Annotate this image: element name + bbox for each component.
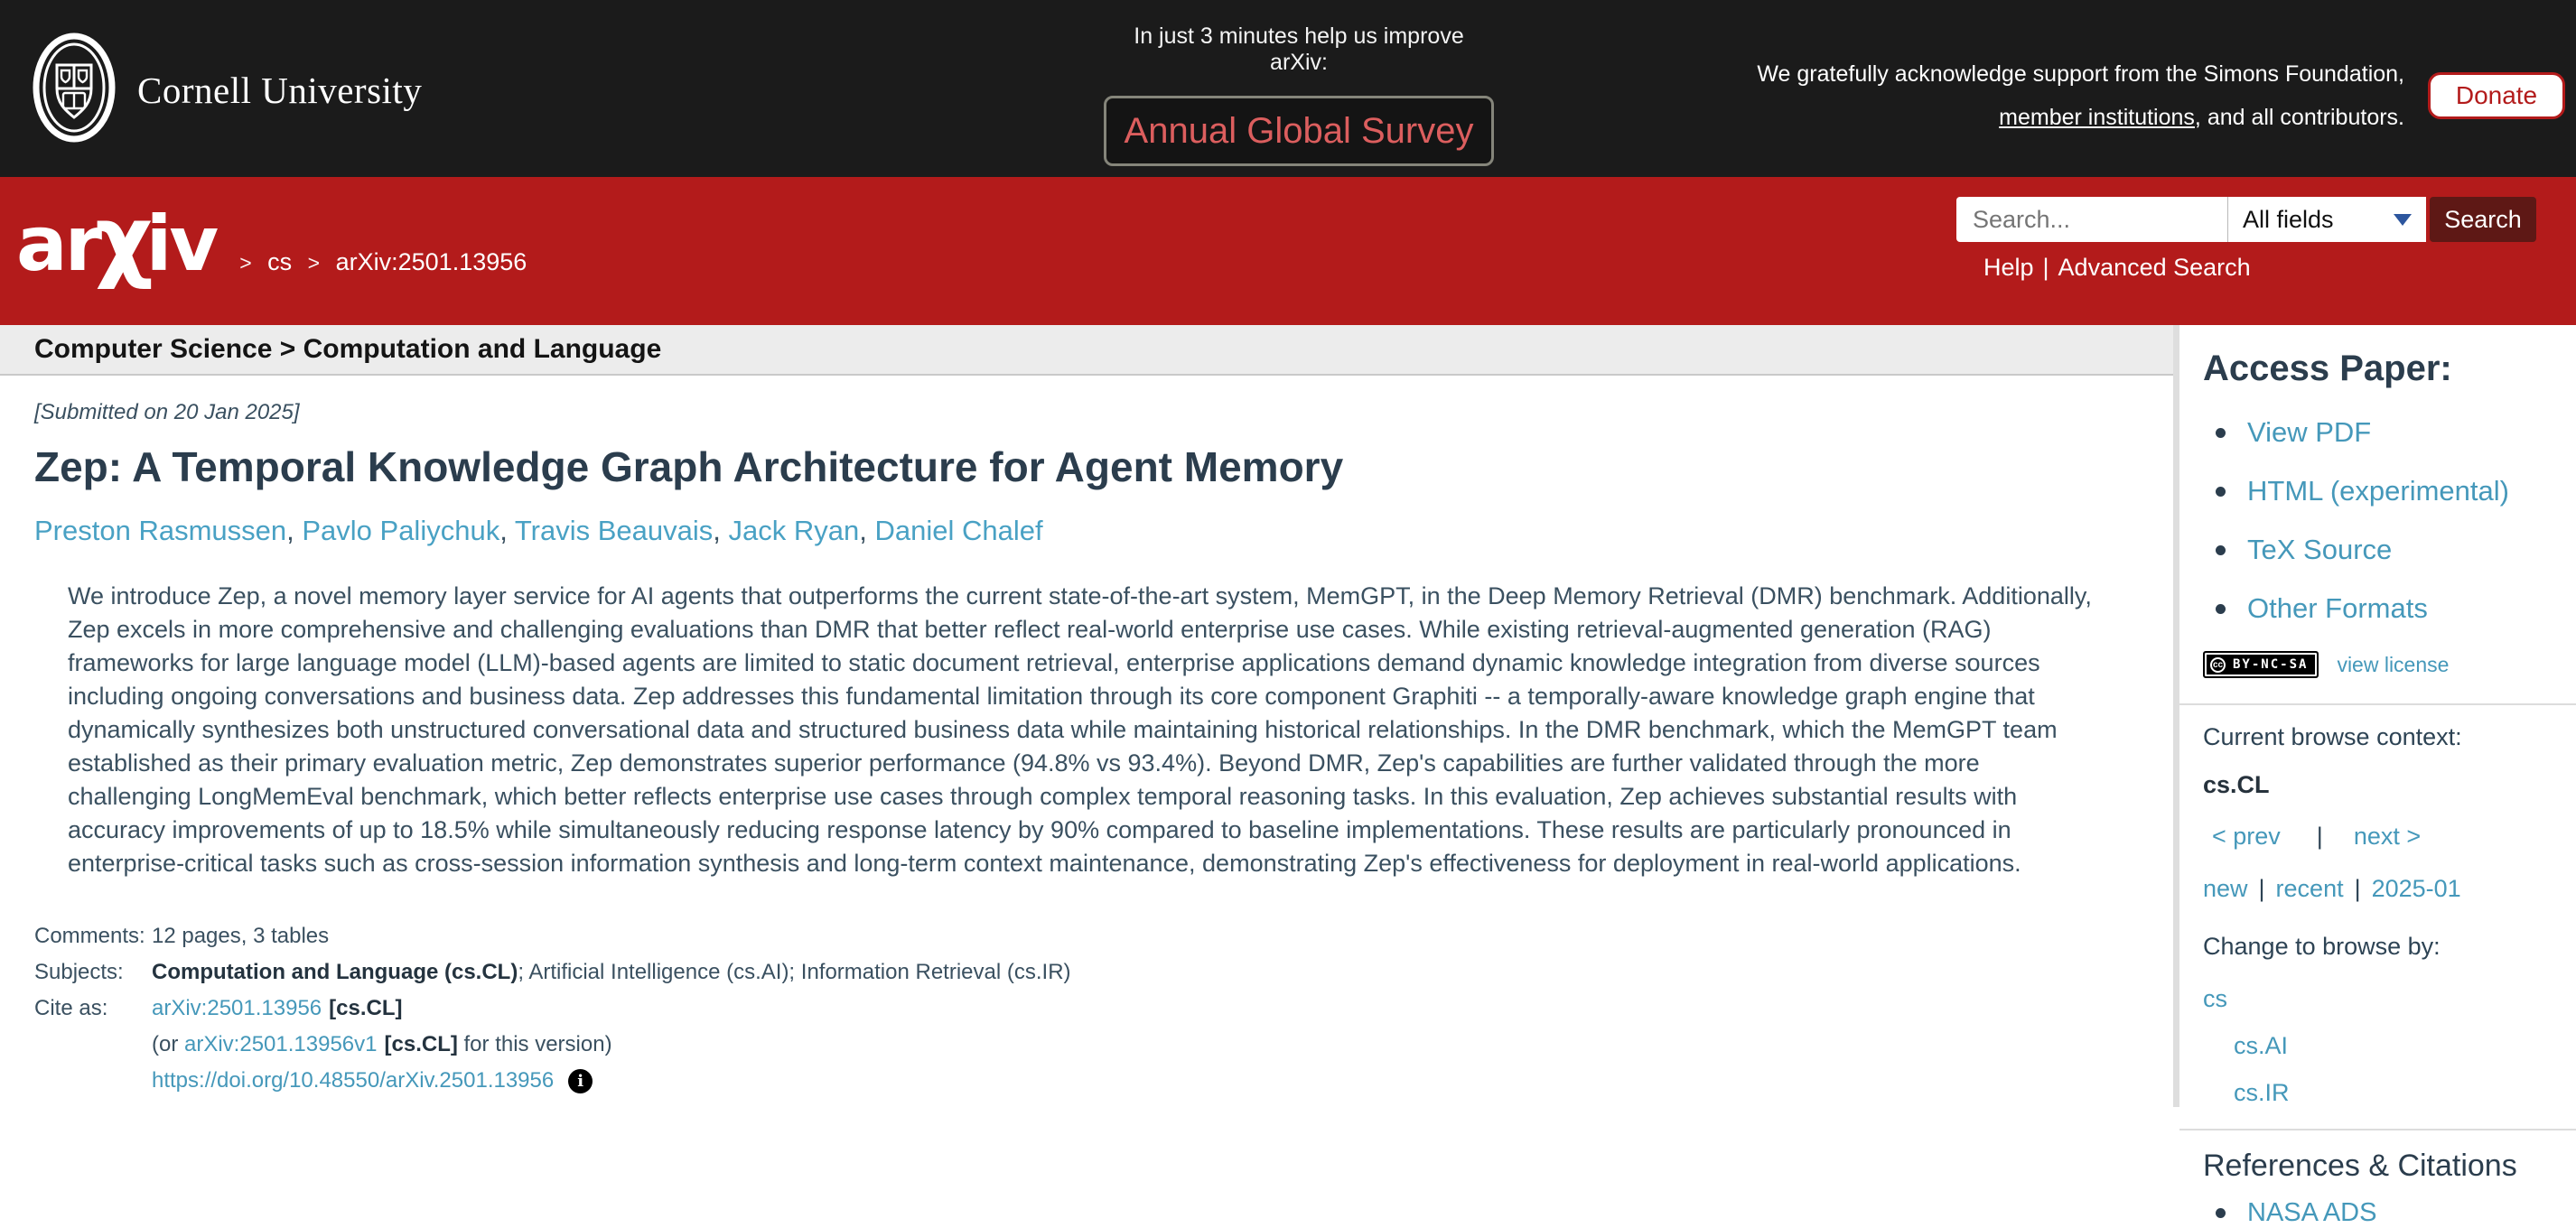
breadcrumb-separator: >	[239, 251, 252, 274]
info-icon[interactable]: i	[568, 1069, 593, 1093]
arxiv-id-link[interactable]: arXiv:2501.13956	[152, 995, 322, 1020]
author-link[interactable]: Jack Ryan	[728, 514, 860, 546]
author-link[interactable]: Travis Beauvais	[514, 514, 714, 546]
pipe-separator: |	[2258, 875, 2265, 902]
cornell-seal-icon	[33, 33, 116, 147]
category-cs-ir-link[interactable]: cs.IR	[2234, 1079, 2290, 1106]
list-item	[2203, 592, 2558, 625]
arxiv-logo-ar: ar	[16, 200, 100, 288]
article	[0, 376, 2173, 1093]
secondary-subjects: ; Artificial Intelligence (cs.AI); Information Retrieval (cs.IR)	[518, 959, 1071, 984]
chevron-down-icon	[2394, 214, 2412, 226]
search-button[interactable]: Search	[2430, 197, 2536, 242]
annual-global-survey-button[interactable]: Annual Global Survey	[1104, 96, 1494, 166]
search-input[interactable]	[1956, 197, 2227, 242]
empty-label	[34, 1068, 152, 1093]
other-formats-link[interactable]: Other Formats	[2247, 592, 2428, 624]
category-cs-ai-link[interactable]: cs.AI	[2234, 1032, 2289, 1059]
browse-context-value: cs.CL	[2203, 771, 2270, 798]
help-link[interactable]: Help	[1983, 254, 2034, 281]
cite-as-value	[152, 996, 2173, 1021]
submission-date: [Submitted on 20 Jan 2025]	[34, 400, 300, 424]
references-title: References & Citations	[2203, 1149, 2517, 1183]
arxiv-logo[interactable]	[16, 186, 217, 293]
authors-list	[34, 515, 2173, 547]
new-link[interactable]: new	[2203, 875, 2248, 902]
subjects-value	[152, 960, 2173, 985]
author-link[interactable]: Preston Rasmussen	[34, 514, 287, 546]
access-links-list	[2203, 416, 2558, 625]
arxiv-version-link[interactable]: arXiv:2501.13956v1	[184, 1031, 378, 1056]
metadata-table	[34, 924, 2173, 1093]
donate-button[interactable]: Donate	[2428, 72, 2565, 119]
member-institutions-link[interactable]: member institutions	[1999, 105, 2195, 130]
bullet-icon	[2216, 428, 2226, 438]
breadcrumb-separator: >	[307, 251, 321, 274]
pipe-separator: |	[2354, 875, 2361, 902]
advanced-search-link[interactable]: Advanced Search	[2058, 254, 2251, 281]
category-row	[2203, 985, 2558, 1013]
arxiv-logo-iv: iv	[145, 200, 217, 288]
bullet-icon	[2216, 487, 2226, 497]
arxiv-banner	[0, 177, 2576, 325]
author-separator: ,	[499, 514, 515, 546]
breadcrumb	[230, 248, 527, 276]
abstract-text: We introduce Zep, a novel memory layer service for AI agents that outperforms the current state-of-the-art system, MemGPT, in the Deep Memory Retrieval (DMR) benchmark. Additionally, Zep excels in more comprehensive and challenging evaluations than DMR that better reflect real-world enterprise use cases. While existing retrieval-augmented generation (RAG) frameworks for large language model (LLM)-based agents are limited to static document retrieval, enterprise applications demand dynamic knowledge integration from diverse sources including ongoing conversations and business data. Zep addresses this fundamental limitation through its core component Graphiti -- a temporally-aware knowledge graph engine that dynamically synthesizes both unstructured conversational data and structured business data while maintaining historical relationships. In the DMR benchmark, which the MemGPT team established as their primary evaluation metric, Zep demonstrates superior performance (94.8% vs 93.4%). Beyond DMR, Zep's capabilities are further validated through the more challenging LongMemEval benchmark, which better reflects enterprise use cases through complex temporal reasoning tasks. In this evaluation, Zep achieves substantial results with accuracy improvements of up to 18.5% while simultaneously reducing response latency by 90% compared to baseline implementations. These results are particularly pronounced in enterprise-critical tasks such as cross-session information synthesis and long-term context maintenance, demonstrating Zep's effectiveness for deployment in real-world applications.	[68, 581, 2092, 877]
paper-title: Zep: A Temporal Knowledge Graph Architecture for Agent Memory	[34, 443, 1344, 490]
search-field-selector[interactable]	[2227, 197, 2426, 242]
view-license-link[interactable]: view license	[2337, 652, 2450, 676]
author-link[interactable]: Daniel Chalef	[874, 514, 1043, 546]
arxiv-logo-chi: χ	[95, 186, 151, 292]
version-class: [cs.CL]	[384, 1031, 458, 1056]
author-separator: ,	[859, 514, 875, 546]
category-cs-link[interactable]: cs	[2203, 985, 2227, 1012]
vertical-divider	[2173, 325, 2179, 1107]
search-help-row	[1956, 254, 2536, 282]
author-separator: ,	[713, 514, 729, 546]
list-item	[2203, 416, 2558, 449]
site-header	[0, 0, 2576, 177]
pipe-separator: |	[2042, 254, 2049, 281]
sidebar	[2179, 325, 2576, 1227]
browse-context-panel	[2179, 705, 2576, 1129]
doi-value	[152, 1068, 2173, 1093]
license-row	[2203, 651, 2558, 678]
access-paper-title: Access Paper:	[2203, 349, 2452, 388]
view-pdf-link[interactable]: View PDF	[2247, 416, 2372, 448]
prev-next-nav	[2203, 823, 2558, 851]
comments-label: Comments:	[34, 923, 145, 948]
browse-context-label: Current browse context:	[2203, 723, 2462, 750]
month-link[interactable]: 2025-01	[2371, 875, 2461, 902]
survey-prompt: In just 3 minutes help us improve arXiv:	[1134, 23, 1464, 75]
comments-value: 12 pages, 3 tables	[152, 923, 330, 948]
subjects-label: Subjects:	[34, 959, 124, 984]
prev-link[interactable]: < prev	[2212, 823, 2281, 850]
doi-link[interactable]: https://doi.org/10.48550/arXiv.2501.13956	[152, 1067, 555, 1093]
survey-block	[1104, 23, 1494, 166]
list-item	[2203, 534, 2558, 566]
main-content	[0, 325, 2173, 1107]
empty-label	[34, 1032, 152, 1057]
cornell-logo[interactable]	[33, 33, 422, 147]
search-field-value: All fields	[2243, 205, 2334, 233]
cc-icon: cc	[2210, 657, 2226, 673]
author-separator: ,	[286, 514, 303, 546]
html-experimental-link[interactable]: HTML (experimental)	[2247, 475, 2509, 507]
cornell-wordmark: Cornell University	[137, 69, 423, 111]
support-line2: , and all contributors.	[2194, 105, 2404, 130]
breadcrumb-cs-link[interactable]: cs	[267, 248, 293, 275]
subject-breadcrumb-bar: Computer Science > Computation and Language	[0, 325, 2173, 376]
author-link[interactable]: Pavlo Paliychuk	[302, 514, 500, 546]
references-list	[2203, 1198, 2558, 1228]
cite-as-label: Cite as:	[34, 995, 108, 1020]
list-item	[2203, 1198, 2558, 1228]
list-item	[2203, 475, 2558, 507]
support-line1: We gratefully acknowledge support from the Simons Foundation,	[1757, 61, 2404, 87]
listing-nav	[2203, 875, 2558, 903]
access-paper-panel	[2179, 325, 2576, 703]
version-suffix: for this version)	[457, 1031, 612, 1056]
cc-license-badge[interactable]	[2203, 651, 2319, 678]
bullet-icon	[2216, 1208, 2226, 1218]
primary-subject: Computation and Language (cs.CL)	[152, 959, 518, 984]
references-citations-panel	[2179, 1130, 2576, 1228]
tex-source-link[interactable]: TeX Source	[2247, 534, 2393, 565]
cc-license-code: BY-NC-SA	[2233, 657, 2309, 672]
search-area	[1956, 197, 2536, 282]
breadcrumb-paper-id: arXiv:2501.13956	[335, 248, 527, 275]
recent-link[interactable]: recent	[2275, 875, 2344, 902]
nasa-ads-link[interactable]: NASA ADS	[2247, 1198, 2377, 1227]
change-browse-label: Change to browse by:	[2203, 933, 2441, 960]
version-value	[152, 1032, 2173, 1057]
bullet-icon	[2216, 604, 2226, 614]
version-prefix: (or	[152, 1031, 184, 1056]
cite-class: [cs.CL]	[329, 995, 403, 1020]
category-row	[2203, 1079, 2558, 1107]
bullet-icon	[2216, 545, 2226, 555]
pipe-separator: |	[2316, 823, 2323, 850]
next-link[interactable]: next >	[2353, 823, 2422, 850]
category-row	[2203, 1032, 2558, 1060]
support-acknowledgement	[1757, 52, 2404, 139]
